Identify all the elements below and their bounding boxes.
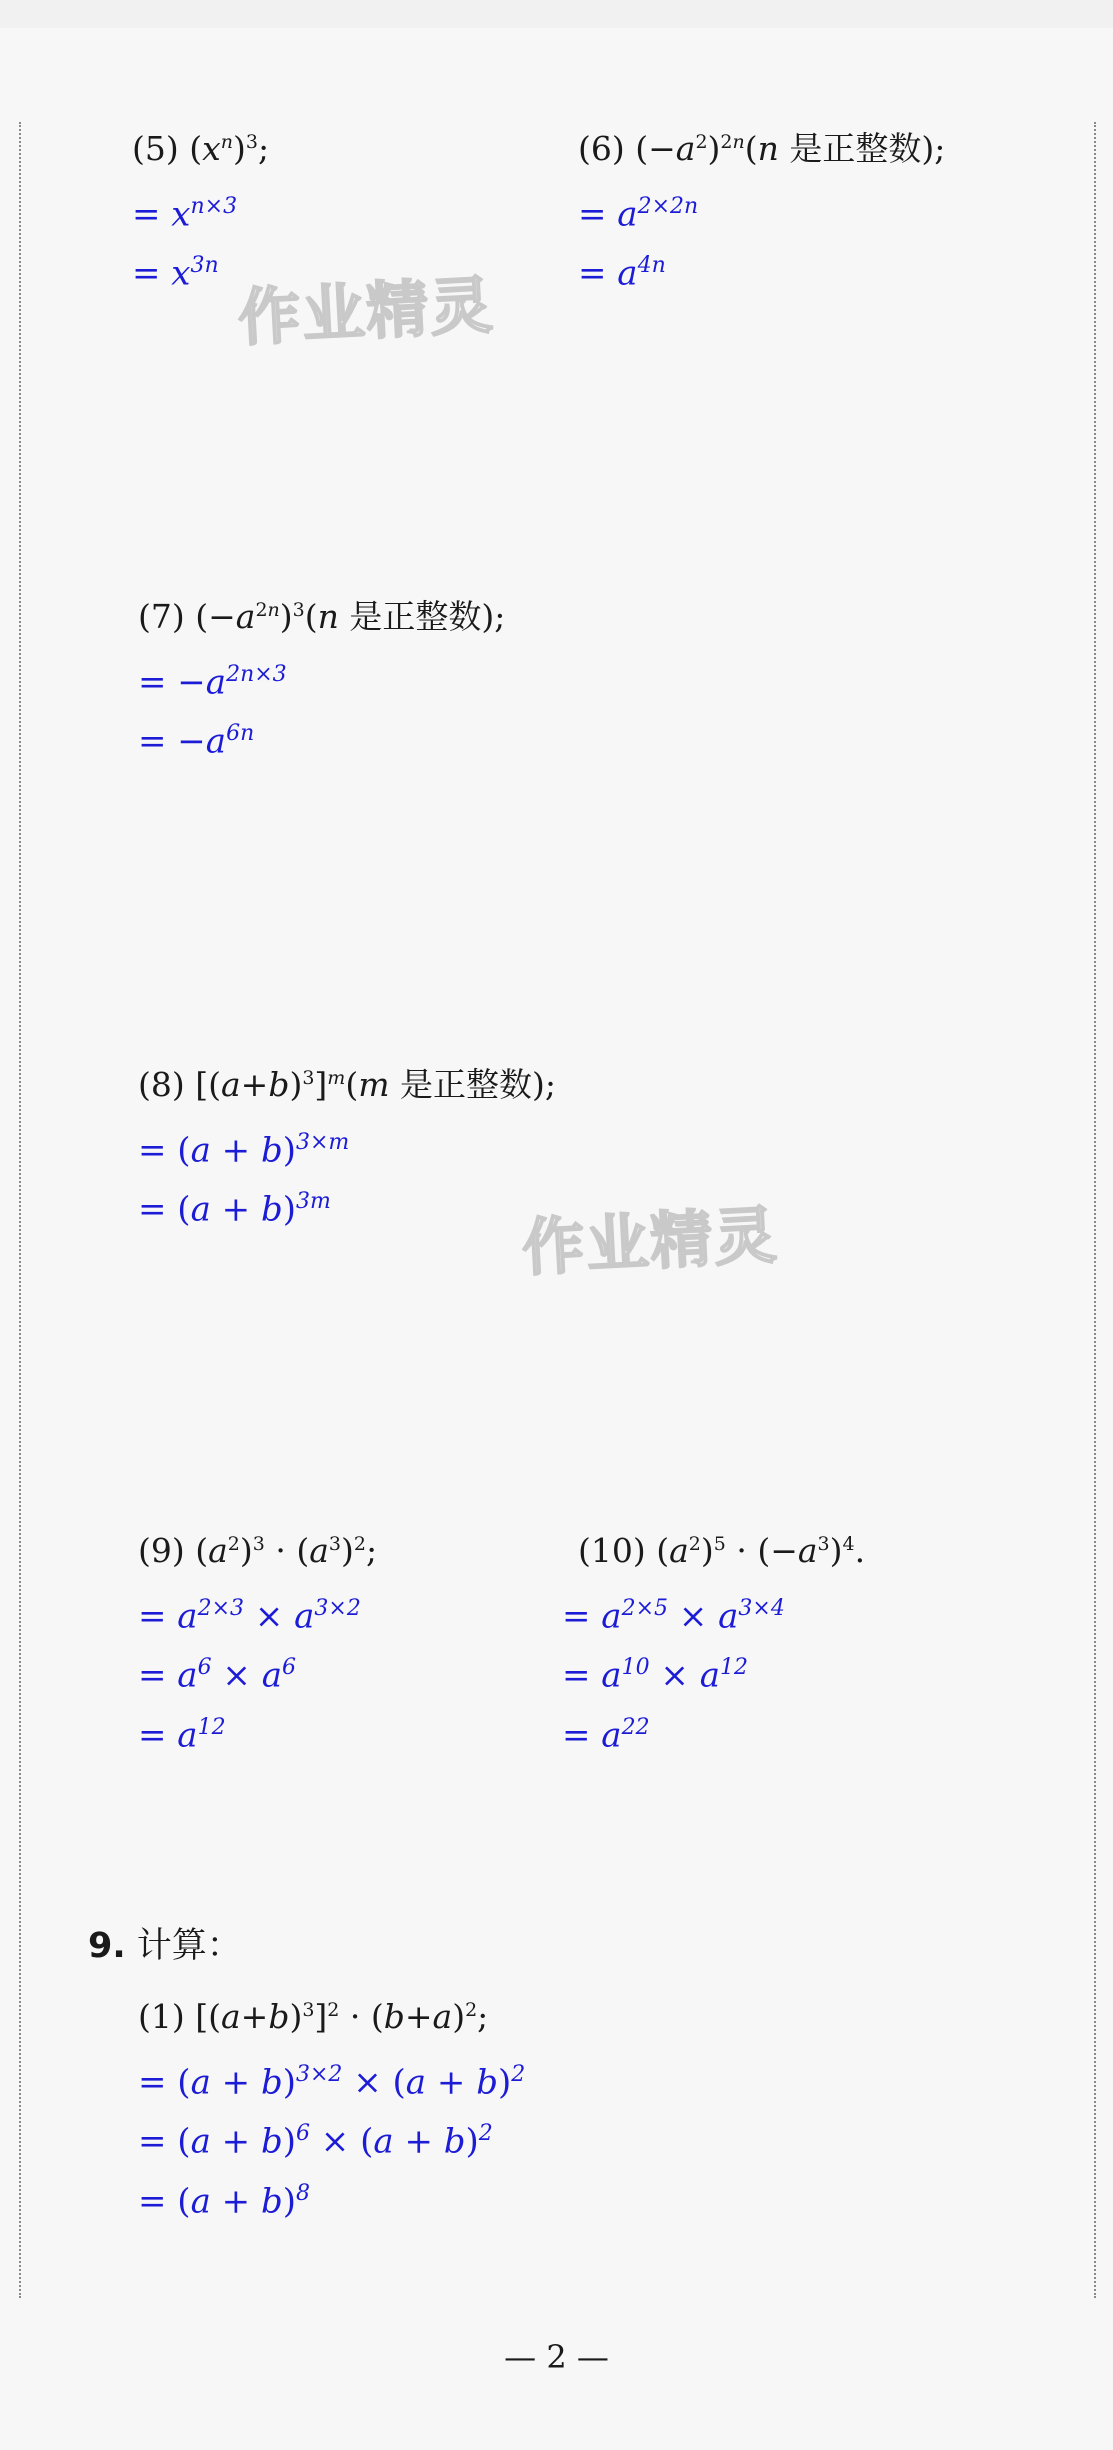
problem-10: [562, 1524, 866, 1761]
left-dotted-margin: [19, 122, 21, 2298]
problem-7: [138, 590, 505, 768]
problem-9: [138, 1524, 377, 1761]
right-dotted-margin: [1094, 122, 1096, 2298]
problem-9-1: [138, 1990, 525, 2227]
problem-8-question: (8) $[(a+b)^3]^m(m$ 是正整数);: [138, 1065, 556, 1104]
top-band: [0, 0, 1113, 28]
problem-8: [138, 1058, 556, 1236]
problem-9-question: (9) $(a^2)^3 \cdot (a^3)^2$;: [138, 1531, 378, 1570]
page-number: — 2 —: [504, 2338, 609, 2376]
problem-9-1-answer: = $(a + b)^{3\times 2} \times (a + b)^2$ = $(a + b)^6 \times (a + b)^2$ = $(a + b)^8$: [138, 2062, 526, 2221]
watermark-logo: 作业精灵: [236, 268, 497, 355]
section-9-number: 9.: [88, 1926, 126, 1966]
problem-6-question: (6) $(-a^2)^{2n}(n$ 是正整数);: [578, 129, 946, 168]
problem-9-1-question: (1) $[(a+b)^3]^2 \cdot (b+a)^2$;: [138, 1997, 489, 2036]
section-9-heading: [88, 1918, 242, 1968]
problem-6: [578, 122, 945, 300]
problem-10-answer: = $a^{2\times 5} \times a^{3\times 4}$ = $a^{10} \times a^{12}$ = $a^{22}$: [562, 1596, 785, 1755]
section-9-title: 计算：: [136, 1926, 242, 1966]
problem-5-question: (5) $(x^n)^3$;: [132, 129, 270, 168]
problem-9-answer: = $a^{2\times 3} \times a^{3\times 2}$ = $a^6 \times a^6$ = $a^{12}$: [138, 1596, 361, 1755]
problem-7-answer: = $-a^{2n\times 3}$ = $-a^{6n}$: [138, 662, 287, 762]
problem-5: [132, 122, 269, 300]
problem-10-question: (10) $(a^2)^5 \cdot (-a^3)^4$.: [578, 1531, 866, 1570]
problem-5-answer: = $x^{n\times 3}$ = $x^{3n}$: [132, 194, 238, 294]
problem-8-answer: = $(a + b)^{3\times m}$ = $(a + b)^{3m}$: [138, 1130, 350, 1230]
watermark-logo: 作业精灵: [520, 1198, 781, 1285]
problem-6-answer: = $a^{2\times 2n}$ = $a^{4n}$: [578, 194, 699, 294]
problem-7-question: (7) $(-a^{2n})^3(n$ 是正整数);: [138, 597, 506, 636]
